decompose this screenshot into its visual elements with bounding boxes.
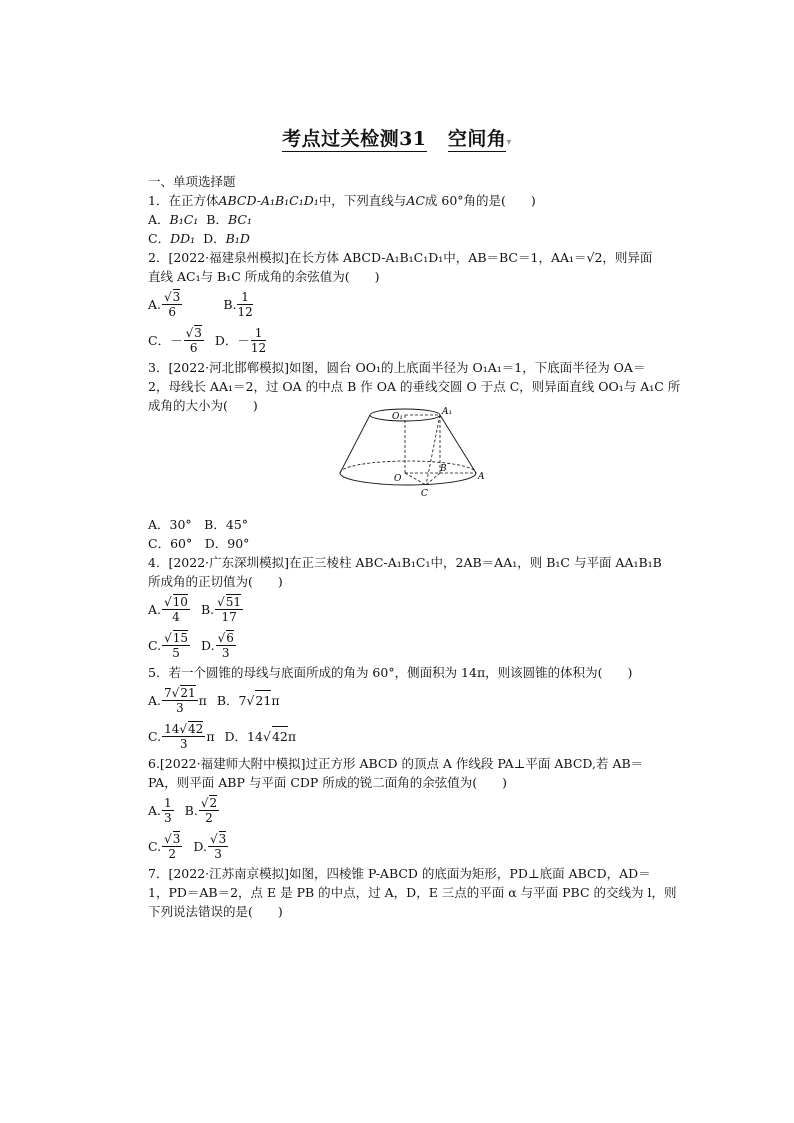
question-3-stem-line1: 3．[2022·河北邯郸模拟]如图，圆台 OO₁的上底面半径为 O₁A₁＝1，下底面半径为 OA＝ <box>148 360 646 375</box>
question-list <box>148 172 681 921</box>
question-5-stem: 5．若一个圆锥的母线与底面所成的角为 60°，侧面积为 14π，则该圆锥的体积为( ) <box>148 665 633 680</box>
title-main: 考点过关检测31 <box>282 128 427 150</box>
question-6-stem-line1: 6.[2022·福建师大附中模拟]过正方形 ABCD 的顶点 A 作线段 PA⊥平面 ABCD,若 AB＝ <box>148 756 644 771</box>
question-4-options-ab: A. $\frac{√10}{4}$ B. $\frac{√51}{17}$ <box>148 594 242 624</box>
dropdown-marker-icon: ▾ <box>506 137 512 148</box>
page-title <box>0 124 794 151</box>
question-6-stem-line2: PA，则平面 ABP 与平面 CDP 所成的锐二面角的余弦值为( ) <box>148 775 508 790</box>
question-6-options-ab: A. $\frac{1}{3}$ B. $\frac{√2}{2}$ <box>148 795 218 825</box>
question-5-options-cd: C. $\frac{14√42}{3}$ π D．14 √ 42 π <box>148 721 297 751</box>
question-3-options-ab: A．30° B．45° <box>148 517 249 532</box>
question-4-stem-line2: 所成角的正切值为( ) <box>148 574 283 589</box>
question-2-options-cd: C．－ $\frac{√3}{6}$ D．－ $\frac{1}{12}$ <box>148 325 267 355</box>
question-3-stem-line3: 成角的大小为( ) <box>148 398 258 413</box>
question-2-options-ab: A. $\frac{√3}{6}$ B. $\frac{1}{12}$ <box>148 289 253 319</box>
question-3-options-cd: C．60° D．90° <box>148 536 250 551</box>
label-a1: A₁ <box>442 407 453 417</box>
label-c: C <box>421 489 428 499</box>
question-7-stem-line3: 下列说法错误的是( ) <box>148 904 283 919</box>
question-7-stem-line2: 1，PD＝AB＝2，点 E 是 PB 的中点，过 A，D，E 三点的平面 α 与平面 PBC 的交线为 l，则 <box>148 885 677 900</box>
frustum-figure <box>330 405 490 500</box>
question-7-stem-line1: 7．[2022·江苏南京模拟]如图，四棱锥 P-ABCD 的底面为矩形，PD⊥底面 ABCD，AD＝ <box>148 866 651 881</box>
question-2-stem-line2: 直线 AC₁与 B₁C 所成角的余弦值为( ) <box>148 269 380 284</box>
label-b: B <box>440 464 447 474</box>
bottom-ellipse-front <box>340 473 476 485</box>
question-3-stem-line2: 2，母线长 AA₁＝2，过 OA 的中点 B 作 OA 的垂线交圆 O 于点 C，则异面直线 OO₁与 A₁C 所 <box>148 379 681 394</box>
question-2-stem-line1: 2．[2022·福建泉州模拟]在长方体 ABCD-A₁B₁C₁D₁中，AB＝BC＝1，AA₁＝√2，则异面 <box>148 250 653 265</box>
question-6-options-cd: C. $\frac{√3}{2}$ D. $\frac{√3}{3}$ <box>148 831 227 861</box>
segment-oc <box>405 473 426 485</box>
section-heading: 一、单项选择题 <box>148 174 236 189</box>
question-1-options-ab: A．B₁C₁ B．BC₁ <box>148 212 252 227</box>
label-a: A <box>478 472 485 482</box>
question-5-options-ab: A. $\frac{7√21}{3}$ π B．7 √ 21 π <box>148 685 280 715</box>
question-4-stem-line1: 4．[2022·广东深圳模拟]在正三棱柱 ABC-A₁B₁C₁中，2AB＝AA₁，则 B₁C 与平面 AA₁B₁B <box>148 555 662 570</box>
bottom-ellipse-back <box>340 461 476 473</box>
title-sub: 空间角 <box>447 128 507 150</box>
question-4-options-cd: C. $\frac{√15}{5}$ D. $\frac{√6}{3}$ <box>148 630 234 660</box>
label-o: O <box>394 474 402 484</box>
question-1-options-cd: C．DD₁ D．B₁D <box>148 231 250 246</box>
question-1-stem: 1．在正方体ABCD-A₁B₁C₁D₁中，下列直线与AC成 60°角的是( ) <box>148 193 536 208</box>
label-o1: O₁ <box>392 412 403 422</box>
left-generator <box>340 415 370 473</box>
